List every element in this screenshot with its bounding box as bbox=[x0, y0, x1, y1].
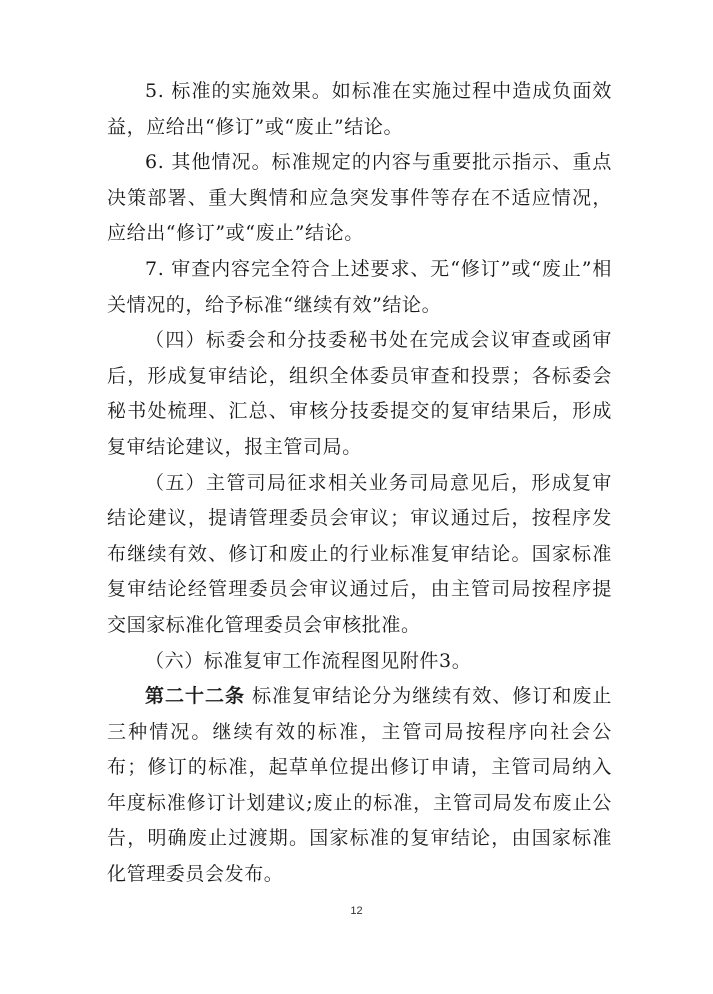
paragraph-text: 标准复审结论分为继续有效、修订和废止三种情况。继续有效的标准，主管司局按程序向社会公布；修订的标准，起草单位提出修订申请，主管司局纳入年度标准修订计划建议;废止的标准，主管司局发布废止公告，明确废止过渡期。国家标准的复审结论，由国家标准化管理委员会发布。 bbox=[107, 685, 612, 886]
paragraph-text: 7. 审查内容完全符合上述要求、无“修订”或“废止”相关情况的，给予标准“继续有效”结论。 bbox=[107, 257, 612, 316]
paragraph-text: （四）标委会和分技委秘书处在完成会议审查或函审后，形成复审结论，组织全体委员审查和投票；各标委会秘书处梳理、汇总、审核分技委提交的复审结果后，形成复审结论建议，报主管司局。 bbox=[107, 329, 612, 458]
paragraph-text: （六）标准复审工作流程图见附件3。 bbox=[145, 649, 472, 672]
page-number: 12 bbox=[350, 905, 363, 917]
paragraph-text: 5. 标准的实施效果。如标准在实施过程中造成负面效益，应给出“修订”或“废止”结论。 bbox=[107, 80, 612, 138]
article-22-paragraph bbox=[107, 679, 612, 893]
paragraph-item-6 bbox=[107, 145, 612, 252]
paragraph-text: 6. 其他情况。标准规定的内容与重要批示指示、重点决策部署、重大舆情和应急突发事件等存在不适应情况，应给出“修订”或“废止”结论。 bbox=[107, 151, 612, 245]
paragraph-text: （五）主管司局征求相关业务司局意见后，形成复审结论建议，提请管理委员会审议；审议通过后，按程序发布继续有效、修订和废止的行业标准复审结论。国家标准复审结论经管理委员会审议通过后，由主管司局按程序提交国家标准化管理委员会审核批准。 bbox=[107, 471, 612, 636]
paragraph-section-5 bbox=[107, 466, 612, 644]
paragraph-item-7 bbox=[107, 252, 612, 323]
paragraph-section-4 bbox=[107, 323, 612, 465]
paragraph-item-5 bbox=[107, 74, 612, 145]
article-heading: 第二十二条 bbox=[145, 685, 246, 708]
document-body bbox=[107, 74, 612, 893]
paragraph-section-6 bbox=[107, 644, 612, 680]
